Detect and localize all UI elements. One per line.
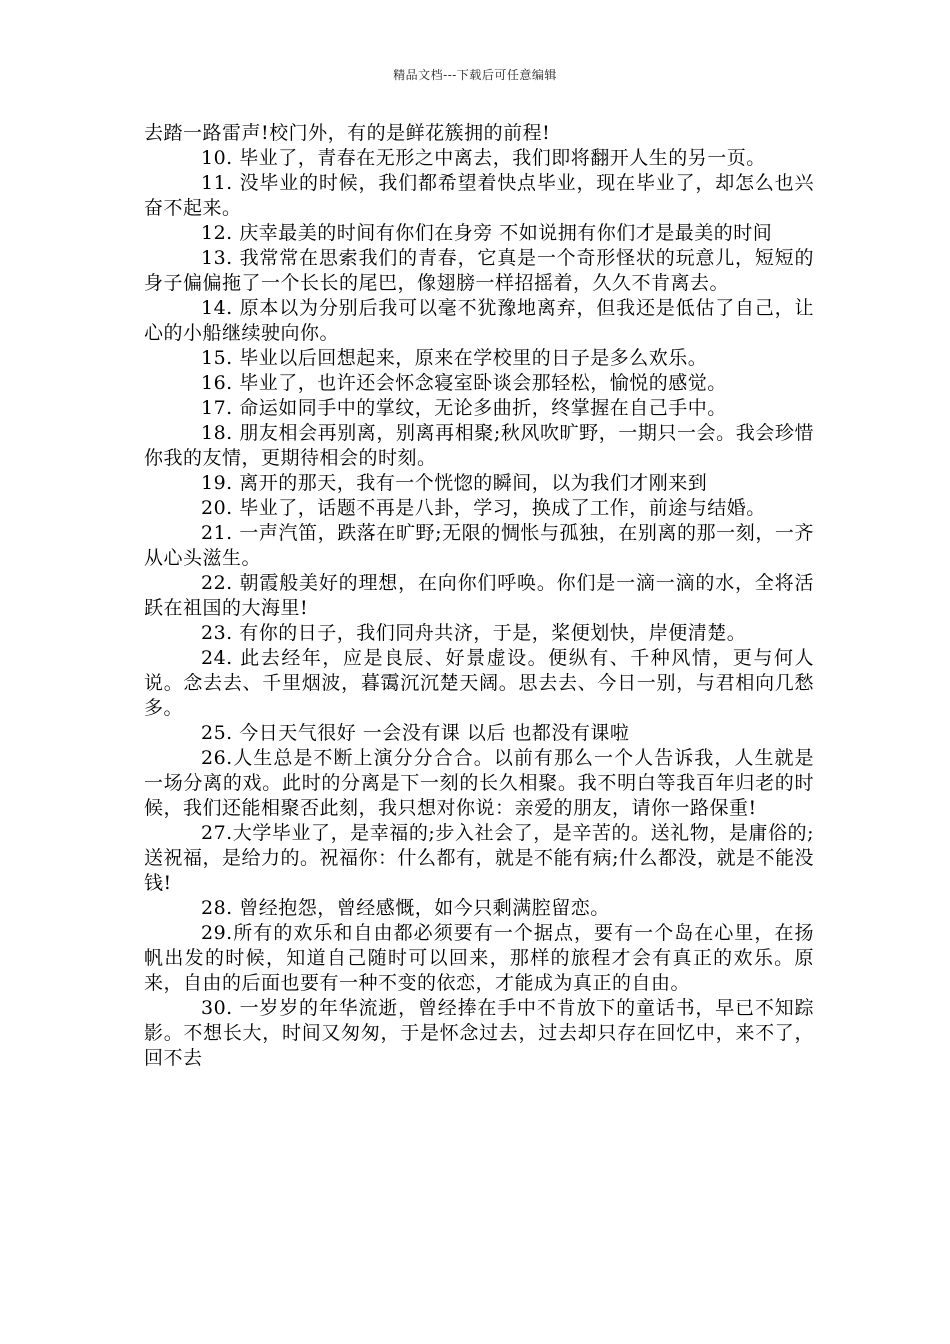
- document-body: [144, 121, 814, 1071]
- list-item-14: 14. 原本以为分别后我可以毫不犹豫地离弃，但我还是低估了自己，让心的小船继续驶向你。: [144, 297, 814, 344]
- list-item-17: 17. 命运如同手中的掌纹，无论多曲折，终掌握在自己手中。: [201, 397, 727, 419]
- list-item-28: 28. 曾经抱怨，曾经感慨，如今只剩满腔留恋。: [201, 897, 610, 919]
- list-item-15: 15. 毕业以后回想起来，原来在学校里的日子是多么欢乐。: [201, 347, 708, 369]
- list-item-13: 13. 我常常在思索我们的青春，它真是一个奇形怪状的玩意儿，短短的身子偏偏拖了一个长长的尾巴，像翅膀一样招摇着，久久不肯离去。: [144, 247, 814, 294]
- list-item-22: 22. 朝霞般美好的理想，在向你们呼唤。你们是一滴一滴的水，全将活跃在祖国的大海里!: [144, 572, 814, 619]
- list-item-23: 23. 有你的日子，我们同舟共济，于是，桨便划快，岸便清楚。: [201, 622, 747, 644]
- list-item-11: 11. 没毕业的时候，我们都希望着快点毕业，现在毕业了，却怎么也兴奋不起来。: [144, 172, 814, 219]
- list-item-20: 20. 毕业了，话题不再是八卦，学习，换成了工作，前途与结婚。: [201, 497, 766, 519]
- list-item-18: 18. 朋友相会再别离，别离再相聚;秋风吹旷野，一期只一会。我会珍惜你我的友情，更期待相会的时刻。: [144, 422, 814, 469]
- page-header: 精品文档---下载后可任意编辑: [393, 68, 557, 82]
- list-item-27: 27.大学毕业了，是幸福的;步入社会了，是辛苦的。送礼物，是庸俗的;送祝福，是给力的。祝福你：什么都有，就是不能有病;什么都没，就是不能没钱!: [144, 822, 814, 894]
- list-item-21: 21. 一声汽笛，跌落在旷野;无限的惆怅与孤独，在别离的那一刻，一齐从心头滋生。: [144, 522, 814, 569]
- list-item-30: 30. 一岁岁的年华流逝，曾经捧在手中不肯放下的童话书，早已不知踪影。不想长大，时间又匆匆，于是怀念过去，过去却只存在回忆中，来不了，回不去: [144, 997, 814, 1069]
- list-item-19: 19. 离开的那天，我有一个恍惚的瞬间，以为我们才刚来到: [201, 472, 708, 494]
- list-item-26: 26.人生总是不断上演分分合合。以前有那么一个人告诉我，人生就是一场分离的戏。此时的分离是下一刻的长久相聚。我不明白等我百年归老的时候，我们还能相聚否此刻，我只想对你说：亲爱的朋友，请你一路保重!: [144, 747, 814, 819]
- list-item-16: 16. 毕业了，也许还会怀念寝室卧谈会那轻松，愉悦的感觉。: [201, 372, 727, 394]
- list-item-25: 25. 今日天气很好 一会没有课 以后 也都没有课啦: [201, 722, 630, 744]
- list-item-10: 10. 毕业了，青春在无形之中离去，我们即将翻开人生的另一页。: [201, 147, 766, 169]
- list-item-12: 12. 庆幸最美的时间有你们在身旁 不如说拥有你们才是最美的时间: [201, 222, 773, 244]
- list-item-29: 29.所有的欢乐和自由都必须要有一个据点，要有一个岛在心里，在扬帆出发的时候，知道自己随时可以回来，那样的旅程才会有真正的欢乐。原来，自由的后面也要有一种不变的依恋，才能成为真正的自由。: [144, 922, 814, 994]
- paragraph-continued: 去踏一路雷声!校门外，有的是鲜花簇拥的前程!: [144, 122, 551, 144]
- list-item-24: 24. 此去经年，应是良辰、好景虚设。便纵有、千种风情，更与何人说。念去去、千里烟波，暮霭沉沉楚天阔。思去去、今日一别，与君相向几愁多。: [144, 647, 814, 719]
